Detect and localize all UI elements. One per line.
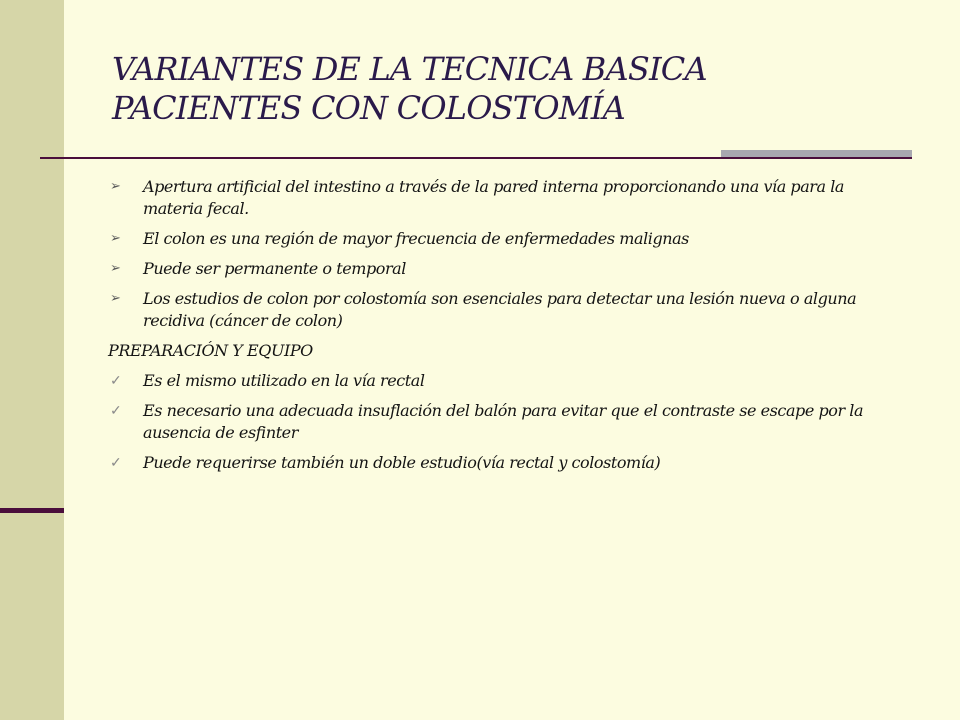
section-heading: PREPARACIÓN Y EQUIPO — [108, 341, 313, 360]
check-text: Es necesario una adecuada insuflación del balón para evitar que el contraste se escape por la ausencia de esfinter — [143, 401, 864, 442]
arrowhead-bullet-icon: ➢ — [110, 261, 121, 276]
bullet-item — [108, 176, 898, 220]
slide-title-line-1: VARIANTES DE LA TECNICA BASICA — [112, 50, 707, 88]
check-text: Es el mismo utilizado en la vía rectal — [143, 371, 425, 390]
slide-body — [108, 176, 898, 482]
check-item — [108, 452, 898, 474]
bullet-item — [108, 288, 898, 332]
bullet-text: Apertura artificial del intestino a través de la pared interna proporcionando una vía para la materia fecal. — [143, 177, 844, 218]
checkmark-icon: ✓ — [110, 403, 122, 419]
arrowhead-bullet-icon: ➢ — [110, 179, 121, 194]
checkmark-icon: ✓ — [110, 455, 122, 471]
bullet-item — [108, 258, 898, 280]
arrowhead-bullet-icon: ➢ — [110, 291, 121, 306]
bullet-item — [108, 228, 898, 250]
bullet-text: El colon es una región de mayor frecuencia de enfermedades malignas — [143, 229, 689, 248]
slide-title-line-2: PACIENTES CON COLOSTOMÍA — [112, 89, 625, 127]
check-text: Puede requerirse también un doble estudio(vía rectal y colostomía) — [143, 453, 661, 472]
checkmark-icon: ✓ — [110, 373, 122, 389]
title-rule-gray-segment — [721, 150, 912, 157]
check-item — [108, 370, 898, 392]
check-item — [108, 400, 898, 444]
bullet-text: Puede ser permanente o temporal — [143, 259, 406, 278]
arrowhead-bullet-icon: ➢ — [110, 231, 121, 246]
left-bar-accent-line — [0, 508, 64, 513]
left-decorative-bar — [0, 0, 64, 720]
bullet-text: Los estudios de colon por colostomía son esenciales para detectar una lesión nueva o alguna recidiva (cáncer de colon) — [143, 289, 857, 330]
slide-title — [112, 50, 707, 128]
title-rule-line — [40, 157, 912, 159]
